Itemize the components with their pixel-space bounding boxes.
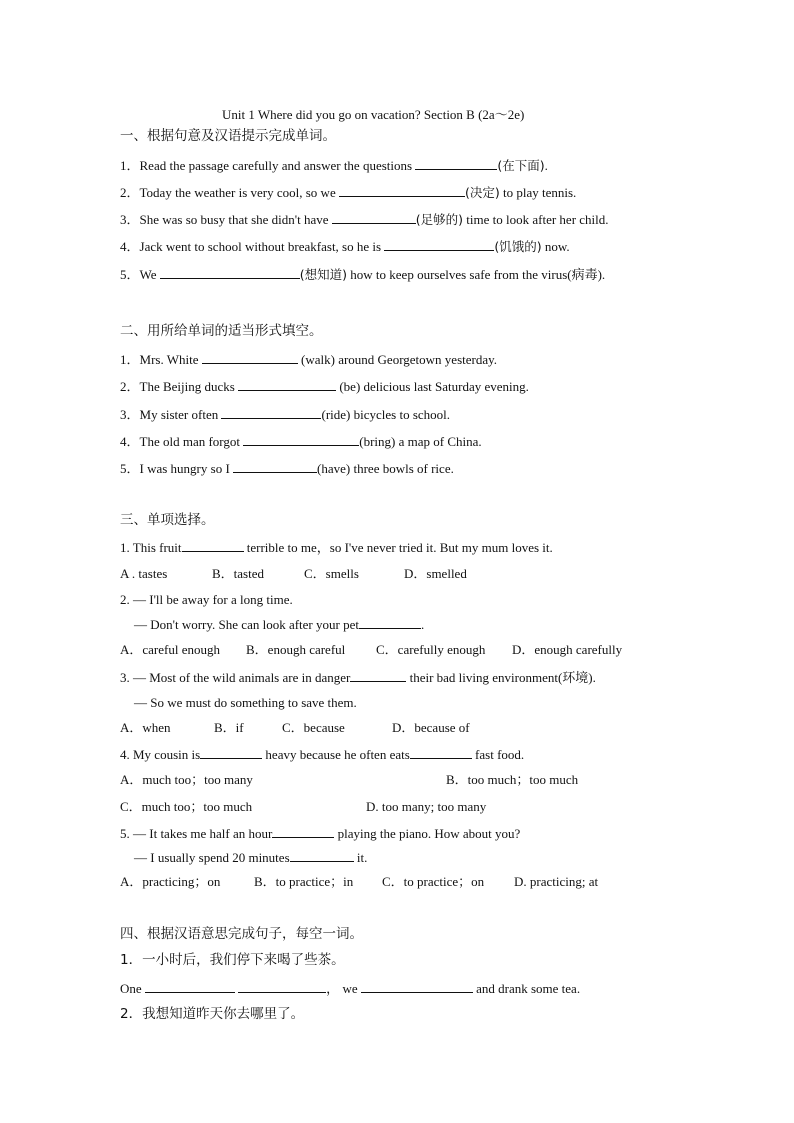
q3-option-a[interactable]: A．when [120,720,171,735]
sec1-item-1: 1．Read the passage carefully and answer the questions (在下面). [120,158,548,173]
answer-blank[interactable] [272,825,334,838]
answer-blank[interactable] [359,616,421,629]
q1-option-d[interactable]: D．smelled [404,566,467,581]
sec2-item-3: 3．My sister often (ride) bicycles to school. [120,407,451,422]
answer-blank[interactable] [290,849,354,862]
sec1-item-4: 4．Jack went to school without breakfast, so he is (饥饿的) now. [120,239,570,254]
sec3-q1: 1. This fruit terrible to me，so I've never tried it. But my mum loves it. [120,540,553,555]
q1-option-a[interactable]: A . tastes [120,566,168,581]
q2-option-a[interactable]: A．careful enough [120,642,220,657]
answer-blank[interactable] [200,746,262,759]
q3-option-c[interactable]: C．because [282,720,345,735]
answer-blank[interactable] [415,157,497,170]
sec3-q2-line1: 2. — I'll be away for a long time. [120,592,293,607]
sec3-q3: 3. — Most of the wild animals are in danger their bad living environment(环境). [120,670,596,685]
sec4-q1-chinese: 1．一小时后，我们停下来喝了些茶。 [120,952,345,968]
answer-blank[interactable] [238,980,326,993]
sec1-item-3: 3．She was so busy that she didn't have (足够的) time to look after her child. [120,212,609,227]
answer-blank[interactable] [202,351,298,364]
q5-option-c[interactable]: C．to practice；on [382,874,485,889]
q5-option-d[interactable]: D. practicing; at [514,874,599,889]
sec3-q2-line2: — Don't worry. She can look after your pet . [134,617,425,632]
sec1-item-5: 5．We (想知道) how to keep ourselves safe from the virus(病毒). [120,267,606,282]
answer-blank[interactable] [243,433,359,446]
answer-blank[interactable] [145,980,235,993]
answer-blank[interactable] [361,980,473,993]
answer-blank[interactable] [384,238,494,251]
answer-blank[interactable] [221,406,321,419]
sec1-item-2: 2．Today the weather is very cool, so we (决定) to play tennis. [120,185,577,200]
q4-option-b[interactable]: B．too much；too much [446,772,579,787]
section-2-heading: 二、用所给单词的适当形式填空。 [120,323,323,339]
answer-blank[interactable] [350,669,406,682]
sec2-item-4: 4．The old man forgot (bring) a map of China. [120,434,482,449]
answer-blank[interactable] [339,184,465,197]
section-3-heading: 三、单项选择。 [120,512,215,528]
sec2-item-2: 2．The Beijing ducks (be) delicious last Saturday evening. [120,379,529,394]
answer-blank[interactable] [410,746,472,759]
q4-option-a[interactable]: A．much too；too many [120,772,253,787]
q4-option-d[interactable]: D. too many; too many [366,799,487,814]
sec4-q1-english: One ， we and drank some tea. [120,981,581,996]
q2-option-d[interactable]: D．enough carefully [512,642,623,657]
sec2-item-1: 1．Mrs. White (walk) around Georgetown yesterday. [120,352,498,367]
q1-option-c[interactable]: C．smells [304,566,359,581]
q3-option-b[interactable]: B．if [214,720,244,735]
sec4-q2-chinese: 2．我想知道昨天你去哪里了。 [120,1006,305,1022]
sec2-item-5: 5．I was hungry so I (have) three bowls of rice. [120,461,454,476]
page-title: Unit 1 Where did you go on vacation? Section B (2a～2e) [222,107,525,122]
q5-option-a[interactable]: A．practicing；on [120,874,221,889]
q2-option-c[interactable]: C．carefully enough [376,642,486,657]
section-1-heading: 一、根据句意及汉语提示完成单词。 [120,128,336,144]
answer-blank[interactable] [238,378,336,391]
sec3-q4: 4. My cousin is heavy because he often eats fast food. [120,747,525,762]
answer-blank[interactable] [332,211,416,224]
q3-option-d[interactable]: D．because of [392,720,470,735]
section-4-heading: 四、根据汉语意思完成句子，每空一词。 [120,926,363,942]
q1-option-b[interactable]: B．tasted [212,566,264,581]
sec3-q5-line2: — I usually spend 20 minutes it. [134,850,368,865]
q2-option-b[interactable]: B．enough careful [246,642,346,657]
answer-blank[interactable] [182,539,244,552]
answer-blank[interactable] [233,460,317,473]
q5-option-b[interactable]: B．to practice；in [254,874,354,889]
q4-option-c[interactable]: C．much too；too much [120,799,253,814]
sec3-q5: 5. — It takes me half an hour playing the piano. How about you? [120,826,521,841]
answer-blank[interactable] [160,266,300,279]
sec3-q3-line2: — So we must do something to save them. [134,695,357,710]
